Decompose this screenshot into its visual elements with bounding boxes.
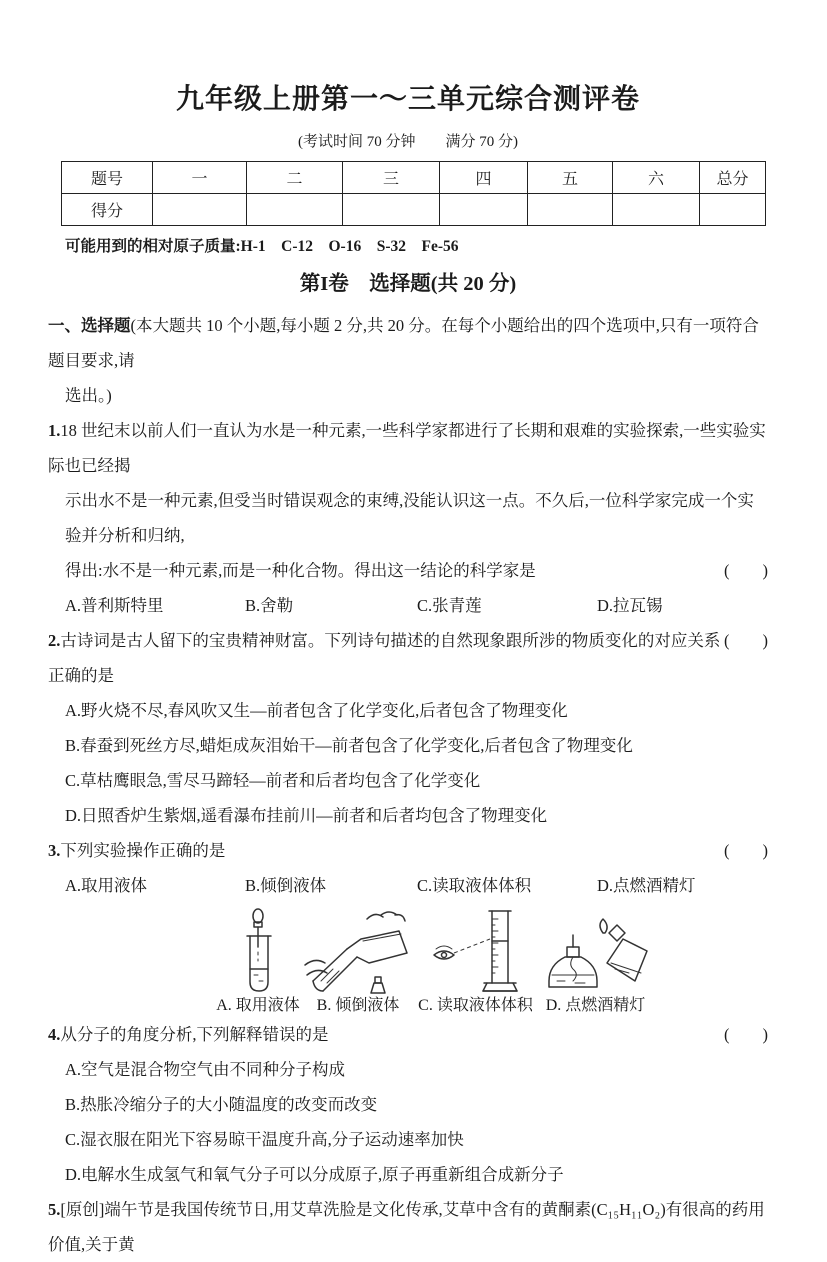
- flame-icon: [600, 919, 607, 933]
- question-stem-line: [48, 833, 768, 868]
- question-number: 1.: [48, 421, 61, 440]
- pour-liquid-figure: [303, 907, 413, 995]
- exam-paper-page: [0, 84, 827, 1253]
- atomic-mass-note: 可能用到的相对原子质量:H-1 C-12 O-16 S-32 Fe-56: [65, 238, 459, 255]
- light-lamp-figure: [541, 907, 651, 995]
- score-table-score-row: [62, 194, 766, 226]
- question-1: [48, 413, 768, 623]
- stem-text: 得出:水不是一种元素,而是一种化合物。得出这一结论的科学家是: [65, 561, 536, 580]
- answer-bracket: ( ): [724, 631, 768, 650]
- stem-text: [48, 623, 724, 693]
- stem-text: 古诗词是古人留下的宝贵精神财富。下列诗句描述的自然现象跟所涉的物质变化的对应关系正确的是: [48, 631, 721, 685]
- score-cell-empty: [528, 194, 613, 226]
- question-2: [48, 623, 768, 833]
- figure-a-block: [218, 907, 298, 1017]
- question-5: [48, 1192, 768, 1262]
- option-d: D.拉瓦锡: [597, 596, 663, 615]
- score-header-cell: 六: [613, 162, 700, 194]
- question-stem-line: [48, 553, 768, 588]
- score-cell-empty: [613, 194, 700, 226]
- score-header-cell: 一: [153, 162, 247, 194]
- read-volume-figure: [430, 907, 522, 995]
- option-c: C.湿衣服在阳光下容易晾干温度升高,分子运动速率加快: [65, 1130, 464, 1149]
- score-header-cell: 总分: [700, 162, 766, 194]
- stem-text: 从分子的角度分析,下列解释错误的是: [60, 1025, 329, 1044]
- question-stem-line: 示出水不是一种元素,但受当时错误观念的束缚,没能认识这一点。不久后,一位科学家完成一个实验并分析和归纳,: [65, 491, 754, 545]
- score-row-label: 得分: [62, 194, 153, 226]
- option-d: D.日照香炉生紫烟,遥看瀑布挂前川—前者和后者均包含了物理变化: [65, 806, 548, 825]
- score-table-header-row: [62, 162, 766, 194]
- question-stem-line: [48, 413, 768, 483]
- question-number: 3.: [48, 841, 61, 860]
- question-4: [48, 1017, 768, 1192]
- score-table: [61, 161, 766, 226]
- question-number: 5.: [48, 1200, 61, 1219]
- option-a: A.空气是混合物空气由不同种分子构成: [65, 1060, 346, 1079]
- stem-text: [原创]端午节是我国传统节日,用艾草洗脸是文化传承,艾草中含有的黄酮素(C₁₅H₁₁O₂)有很高的药用价值,关于黄: [48, 1200, 765, 1254]
- option-c: C.张青莲: [417, 596, 482, 615]
- options-row: [48, 588, 768, 623]
- take-liquid-figure: [223, 907, 293, 995]
- figure-d-caption: D. 点燃酒精灯: [545, 997, 646, 1014]
- answer-bracket: ( ): [724, 561, 768, 580]
- score-header-cell: 三: [343, 162, 440, 194]
- question-stem-line: [48, 1192, 768, 1262]
- figure-d-block: [543, 907, 648, 1017]
- figure-c-block: [418, 907, 533, 1017]
- option-a: A.野火烧不尽,春风吹又生—前者包含了化学变化,后者包含了物理变化: [65, 701, 568, 720]
- score-cell-empty: [700, 194, 766, 226]
- figure-b-caption: B. 倾倒液体: [316, 997, 400, 1014]
- score-header-cell: 题号: [62, 162, 153, 194]
- option-b: B.舍勒: [245, 596, 294, 615]
- lab-operation-figures: [218, 907, 768, 1017]
- question-stem-line: [48, 1017, 768, 1052]
- score-header-cell: 五: [528, 162, 613, 194]
- option-a: A.普利斯特里: [65, 596, 164, 615]
- part-label: 一、选择题: [48, 316, 131, 335]
- question-number: 2.: [48, 631, 61, 650]
- instruction-text: (本大题共 10 个小题,每小题 2 分,共 20 分。在每个小题给出的四个选项中,只有一项符合题目要求,请: [48, 316, 759, 370]
- option-d: D.点燃酒精灯: [597, 876, 696, 895]
- section-1-heading: 第I卷 选择题(共 20 分): [299, 273, 517, 295]
- figure-c-caption: C. 读取液体体积: [418, 997, 533, 1014]
- score-cell-empty: [247, 194, 343, 226]
- question-3: [48, 833, 768, 1017]
- option-b: B.春蚕到死丝方尽,蜡炬成灰泪始干—前者包含了化学变化,后者包含了物理变化: [65, 736, 633, 755]
- page-title: 九年级上册第一～三单元综合测评卷: [175, 84, 640, 115]
- exam-time-subtitle: (考试时间 70 分钟 满分 70 分): [298, 134, 518, 150]
- question-stem-line: [48, 623, 768, 693]
- score-header-cell: 四: [440, 162, 528, 194]
- score-cell-empty: [440, 194, 528, 226]
- choice-instruction-line2: 选出。): [65, 386, 112, 405]
- option-c: C.读取液体体积: [417, 876, 532, 895]
- figure-a-caption: A. 取用液体: [216, 997, 300, 1014]
- option-b: B.倾倒液体: [245, 876, 327, 895]
- choice-instruction-line1: [48, 308, 768, 378]
- option-a: A.取用液体: [65, 876, 148, 895]
- score-header-cell: 二: [247, 162, 343, 194]
- option-d: D.电解水生成氢气和氧气分子可以分成原子,原子再重新组合成新分子: [65, 1165, 564, 1184]
- score-cell-empty: [153, 194, 247, 226]
- answer-bracket: ( ): [724, 841, 768, 860]
- stem-text: [48, 1017, 329, 1052]
- option-b: B.热胀冷缩分子的大小随温度的改变而改变: [65, 1095, 378, 1114]
- score-cell-empty: [343, 194, 440, 226]
- stem-text: [48, 833, 225, 868]
- stem-text: 18 世纪末以前人们一直认为水是一种元素,一些科学家都进行了长期和艰难的实验探索,一些实验实际也已经揭: [48, 421, 766, 475]
- question-number: 4.: [48, 1025, 61, 1044]
- figure-b-block: [308, 907, 408, 1017]
- stem-text: 下列实验操作正确的是: [60, 841, 226, 860]
- option-c: C.草枯鹰眼急,雪尽马蹄轻—前者和后者均包含了化学变化: [65, 771, 481, 790]
- options-row: [48, 868, 768, 903]
- answer-bracket: ( ): [724, 1025, 768, 1044]
